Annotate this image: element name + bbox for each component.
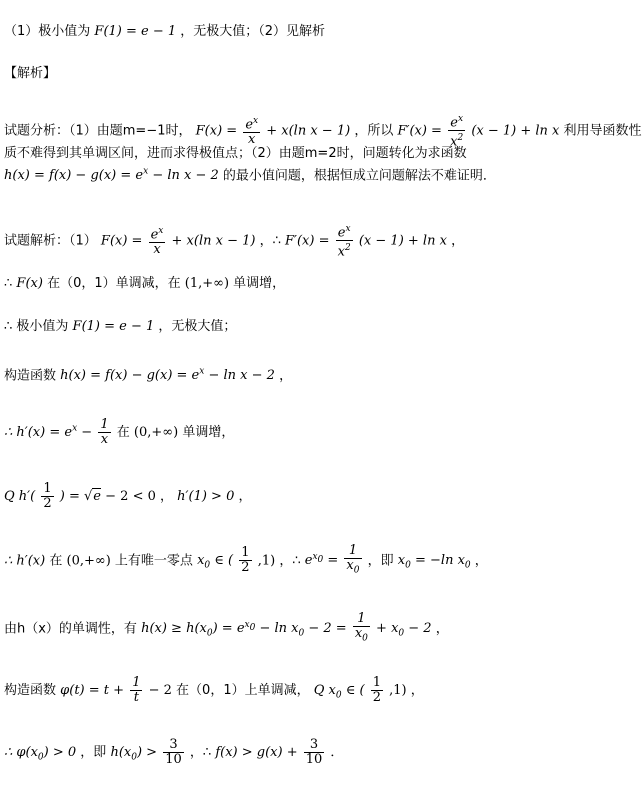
- sol-fprime-tail: (x − 1) + ln x: [358, 233, 447, 249]
- zero-ex0: $e^{x_0}$ =: [304, 551, 339, 569]
- mono-interval: (1,+∞): [184, 276, 230, 291]
- section-header: [4, 66, 56, 82]
- fraction-1-over-t: $\frac{1}{t}$: [132, 675, 141, 705]
- mono-text-2: 单调增，: [233, 276, 286, 291]
- analysis-line-3: [4, 164, 496, 184]
- sol-fraction-ex-over-x2: $\frac{e^x}{x^2}$: [337, 224, 351, 260]
- sol-end: ，: [451, 233, 465, 249]
- phi-close: ,1): [389, 683, 407, 698]
- analysis-line-2: [4, 146, 467, 162]
- construct-h-line: [4, 364, 292, 384]
- q-end: ，: [238, 489, 252, 504]
- mono-text-1: 在（0，1）单调减，在: [47, 276, 181, 291]
- fx-eq: F(x) =: [195, 123, 238, 139]
- construct-end: ，: [279, 368, 293, 384]
- therefore-symbol: ∴: [4, 276, 13, 291]
- phi-minus2: − 2: [148, 683, 172, 698]
- fraction-3-over-10-a: $\frac{3}{10}$: [165, 737, 182, 767]
- fraction-3-over-10-b: $\frac{3}{10}$: [305, 737, 323, 767]
- sol-fprime-eq: F′(x) =: [285, 233, 330, 249]
- h1-value: h′(1) > 0: [177, 489, 235, 504]
- monotonic-h-line: [4, 612, 449, 646]
- zero-c1: ，∴: [279, 553, 301, 569]
- analysis-text-3: 的最小值问题，根据恒成立问题解法不难证明．: [222, 168, 496, 184]
- hprime-expr: ∴ $h'(x) = e^x$ −: [4, 423, 93, 440]
- fprime-eq: F′(x) =: [397, 123, 442, 139]
- solution-line: [4, 222, 464, 260]
- solution-lead: 试题解析：（1）: [4, 233, 97, 249]
- q-after: − 2 < 0: [105, 489, 156, 504]
- zero-fraction-half: $\frac{1}{2}$: [241, 545, 250, 576]
- final-c: ，∴: [189, 745, 212, 760]
- zero-in: 在: [49, 553, 63, 569]
- x0-in: $x_0$ ∈ (: [197, 553, 234, 571]
- sol-fx-eq: F(x) =: [100, 233, 143, 249]
- sqrt-e: √e: [84, 489, 101, 504]
- q-sep: ，: [160, 489, 174, 504]
- final-line: [4, 738, 343, 767]
- phi-expr: φ(t) = t +: [60, 683, 125, 698]
- mono-h-end: ，: [435, 621, 449, 637]
- header-text: 【解析】: [4, 66, 57, 81]
- analysis-lead: 试题分析：（1）由题m=−1时，: [4, 123, 192, 139]
- zero-text-1: 上有唯一零点: [114, 553, 193, 569]
- mono-h-fraction: $\frac{1}{x_0}$: [354, 611, 368, 644]
- answer-line: [4, 24, 325, 40]
- minvalue-line: [4, 319, 236, 335]
- construct-text: 构造函数: [4, 368, 57, 384]
- fraction-1-over-x: $\frac{1}{x}$: [100, 417, 109, 447]
- zero-point-line: [4, 544, 488, 578]
- hx-expr: $h(x) = f(x) - g(x) = e^x - \ln x - 2$: [4, 167, 219, 184]
- fx-symbol: F(x): [16, 276, 43, 291]
- analysis-text-2: 质不难得到其单调区间，进而求得极值点；（2）由题m=2时，问题转化为求函数: [4, 146, 467, 161]
- final-fg: f(x) > g(x) +: [215, 745, 298, 760]
- answer-prefix: （1）极小值为: [4, 24, 91, 39]
- fraction-1-over-2: $\frac{1}{2}$: [43, 481, 52, 511]
- fprime-tail: (x − 1) + ln x: [471, 123, 560, 139]
- monotonic-line: [4, 276, 285, 292]
- mono-h-text: 由h（x）的单调性，有: [4, 621, 137, 637]
- q-mid: ) =: [59, 489, 80, 504]
- minval-text: ∴ 极小值为: [4, 319, 69, 334]
- phi-q: Q $x_0$ ∈ (: [313, 683, 365, 701]
- so-text: ，所以: [354, 123, 394, 139]
- final-ji: ，即: [80, 745, 107, 760]
- fraction-ex-over-x: $\frac{e^x}{x}$: [245, 116, 259, 148]
- sol-plus-ln: + x(ln x − 1): [171, 233, 256, 249]
- final-dot: ．: [330, 745, 344, 760]
- phi-end: ，: [410, 683, 424, 698]
- x0-eq-ln: $x_0 = -\ln$ $x_0$: [397, 553, 471, 571]
- final-phi: ∴ $\varphi(x_0) > 0$: [4, 745, 77, 763]
- minval-rest: ，无极大值；: [158, 319, 237, 334]
- hprime-in: 在: [116, 425, 130, 440]
- zero-sep: ，即: [367, 553, 394, 569]
- q-hprime-open: Q h′(: [4, 489, 36, 504]
- mono-h-tail: + $x_0 - 2$: [376, 621, 432, 639]
- answer-value: F(1) = e − 1: [94, 24, 177, 39]
- sol-fraction-ex-over-x: $\frac{e^x}{x}$: [150, 226, 164, 258]
- minval-value: F(1) = e − 1: [72, 319, 155, 334]
- q-line: [4, 482, 252, 511]
- mono-h-expr: $h(x) \ge h(x_0) = e^{x_0} - \ln x_0 - 2$ =: [141, 619, 347, 639]
- phi-line: [4, 676, 424, 705]
- zero-interval: (0,+∞): [66, 553, 111, 569]
- analysis-line-1: [4, 112, 642, 150]
- phi-text: 构造函数: [4, 683, 57, 698]
- hprime-line: [4, 418, 234, 447]
- zero-end: ，: [474, 553, 488, 569]
- fraction-ex-over-x2: $\frac{e^x}{x^2}$: [450, 114, 464, 150]
- hprime-rest: 单调增，: [182, 425, 235, 440]
- hprime-interval: (0,+∞): [133, 425, 179, 440]
- zero-close: ,1): [257, 553, 276, 569]
- answer-suffix: ，无极大值；（2）见解析: [180, 24, 326, 39]
- zero-hprime: ∴ h′(x): [4, 553, 46, 569]
- sol-therefore: ，∴: [259, 233, 281, 249]
- fraction-1-over-x0: $\frac{1}{x_0}$: [346, 543, 360, 576]
- phi-fraction-half: $\frac{1}{2}$: [372, 675, 381, 705]
- analysis-rest-1: 利用导函数性: [563, 123, 642, 139]
- plus-ln-term: + x(ln x − 1): [266, 123, 351, 139]
- final-hx0: $h(x_0)$ >: [110, 745, 158, 763]
- phi-in: 在（0，1）上单调减，: [176, 683, 310, 698]
- construct-expr: $h(x) = f(x) - g(x) = e^x - \ln x - 2$: [60, 367, 275, 384]
